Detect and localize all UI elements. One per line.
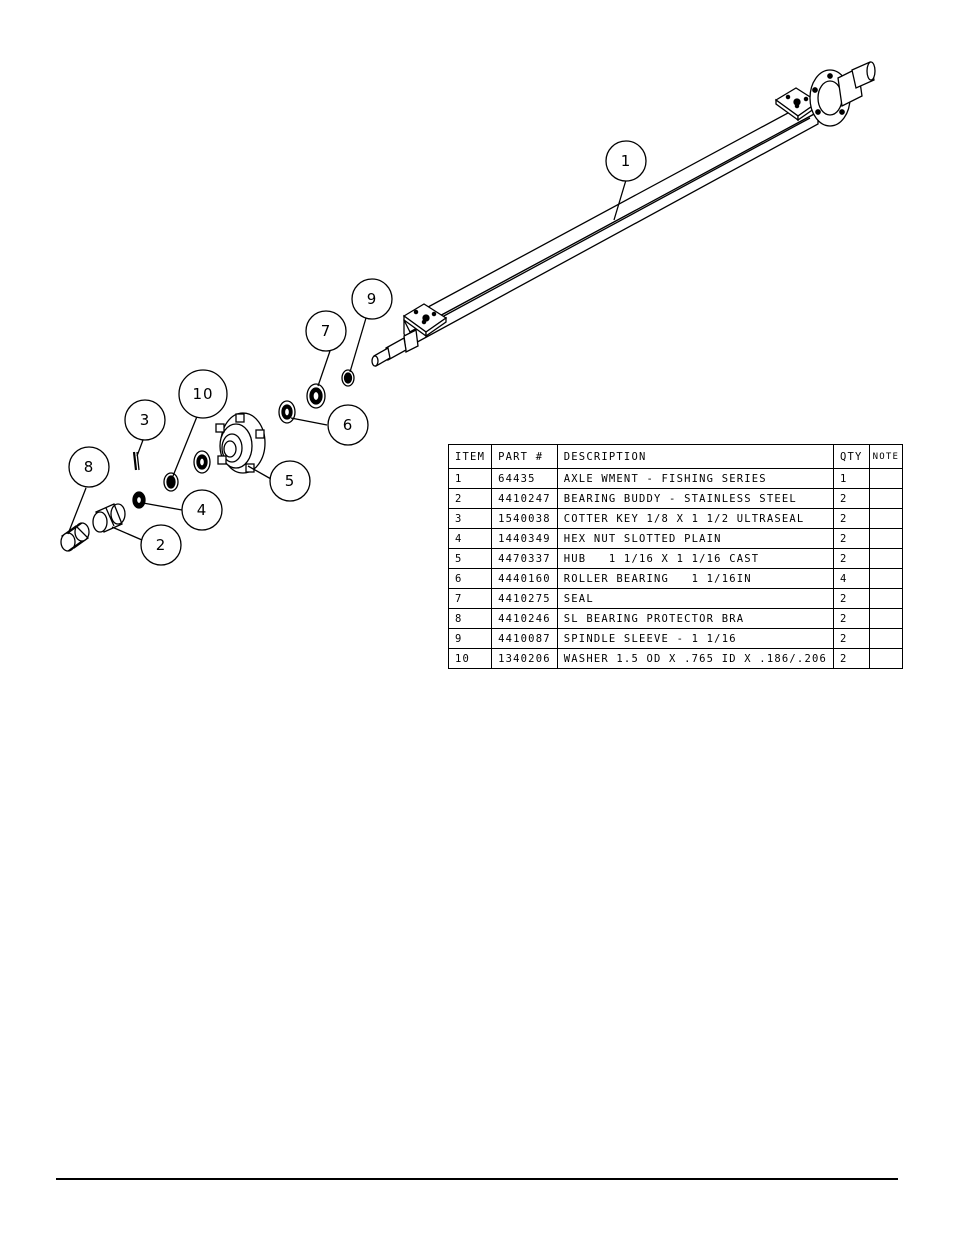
balloon-3: [125, 400, 165, 440]
part-cell: 64435: [492, 469, 558, 489]
description-cell: ROLLER BEARING 1 1/16IN: [557, 569, 833, 589]
col-item: ITEM: [449, 445, 492, 469]
table-row: [449, 629, 903, 649]
col-qty: QTY: [834, 445, 870, 469]
note-cell: [869, 509, 902, 529]
item-cell: 4: [449, 529, 492, 549]
table-row: [449, 549, 903, 569]
balloon-9-label: 9: [366, 290, 378, 308]
table-row: [449, 509, 903, 529]
table-row: [449, 649, 903, 669]
item-cell: 9: [449, 629, 492, 649]
part-cell: 1340206: [492, 649, 558, 669]
axle-tube: [372, 62, 875, 366]
item-cell: 3: [449, 509, 492, 529]
qty-cell: 2: [834, 509, 870, 529]
hex-nut: [133, 492, 145, 508]
note-cell: [869, 589, 902, 609]
col-description: DESCRIPTION: [557, 445, 833, 469]
bearing-buddy: [93, 504, 125, 532]
inner-roller-bearing: [279, 401, 295, 423]
description-cell: AXLE WMENT - FISHING SERIES: [557, 469, 833, 489]
footer-rule: [56, 1178, 898, 1180]
item-cell: 1: [449, 469, 492, 489]
qty-cell: 1: [834, 469, 870, 489]
spindle-sleeve: [342, 370, 354, 386]
outer-roller-bearing: [194, 451, 210, 473]
part-cell: 4410087: [492, 629, 558, 649]
table-row: [449, 489, 903, 509]
balloon-1-label: 1: [620, 152, 632, 170]
balloon-2-label: 2: [155, 536, 167, 554]
table-row: [449, 469, 903, 489]
note-cell: [869, 469, 902, 489]
balloon-9: [352, 279, 392, 319]
washer: [164, 473, 178, 491]
qty-cell: 2: [834, 589, 870, 609]
table-row: [449, 589, 903, 609]
balloon-1: [606, 141, 646, 181]
table-row: [449, 569, 903, 589]
note-cell: [869, 569, 902, 589]
bearing-protector-cap: [61, 523, 89, 551]
part-cell: 1540038: [492, 509, 558, 529]
qty-cell: 2: [834, 649, 870, 669]
item-cell: 10: [449, 649, 492, 669]
qty-cell: 2: [834, 549, 870, 569]
note-cell: [869, 489, 902, 509]
balloon-6-label: 6: [342, 416, 354, 434]
balloon-10: [179, 370, 227, 418]
qty-cell: 2: [834, 529, 870, 549]
balloon-4: [182, 490, 222, 530]
parts-list-table: [448, 444, 903, 669]
balloon-5: [270, 461, 310, 501]
description-cell: SL BEARING PROTECTOR BRA: [557, 609, 833, 629]
part-cell: 4410247: [492, 489, 558, 509]
balloon-2: [141, 525, 181, 565]
balloon-4-label: 4: [196, 501, 208, 519]
note-cell: [869, 549, 902, 569]
table-row: [449, 529, 903, 549]
balloon-7-label: 7: [320, 322, 332, 340]
table-row: [449, 609, 903, 629]
balloon-5-label: 5: [284, 472, 296, 490]
description-cell: HUB 1 1/16 X 1 1/16 CAST: [557, 549, 833, 569]
col-note: NOTE: [869, 445, 902, 469]
part-cell: 4410275: [492, 589, 558, 609]
balloon-3-label: 3: [139, 411, 151, 429]
balloon-6: [328, 405, 368, 445]
note-cell: [869, 649, 902, 669]
balloon-7: [306, 311, 346, 351]
part-cell: 4440160: [492, 569, 558, 589]
item-cell: 2: [449, 489, 492, 509]
balloon-10-label: 10: [192, 385, 214, 403]
description-cell: HEX NUT SLOTTED PLAIN: [557, 529, 833, 549]
col-part-number: PART #: [492, 445, 558, 469]
part-cell: 4410246: [492, 609, 558, 629]
description-cell: COTTER KEY 1/8 X 1 1/2 ULTRASEAL: [557, 509, 833, 529]
item-cell: 8: [449, 609, 492, 629]
description-cell: SPINDLE SLEEVE - 1 1/16: [557, 629, 833, 649]
qty-cell: 2: [834, 489, 870, 509]
part-cell: 4470337: [492, 549, 558, 569]
hub: [216, 413, 265, 473]
item-cell: 5: [449, 549, 492, 569]
item-cell: 6: [449, 569, 492, 589]
description-cell: BEARING BUDDY - STAINLESS STEEL: [557, 489, 833, 509]
item-cell: 7: [449, 589, 492, 609]
qty-cell: 2: [834, 629, 870, 649]
note-cell: [869, 609, 902, 629]
description-cell: SEAL: [557, 589, 833, 609]
cotter-key: [134, 452, 139, 470]
description-cell: WASHER 1.5 OD X .765 ID X .186/.206: [557, 649, 833, 669]
qty-cell: 2: [834, 609, 870, 629]
part-cell: 1440349: [492, 529, 558, 549]
qty-cell: 4: [834, 569, 870, 589]
note-cell: [869, 529, 902, 549]
note-cell: [869, 629, 902, 649]
seal: [307, 384, 325, 408]
balloon-8-label: 8: [83, 458, 95, 476]
table-header-row: [449, 445, 903, 469]
balloon-8: [69, 447, 109, 487]
